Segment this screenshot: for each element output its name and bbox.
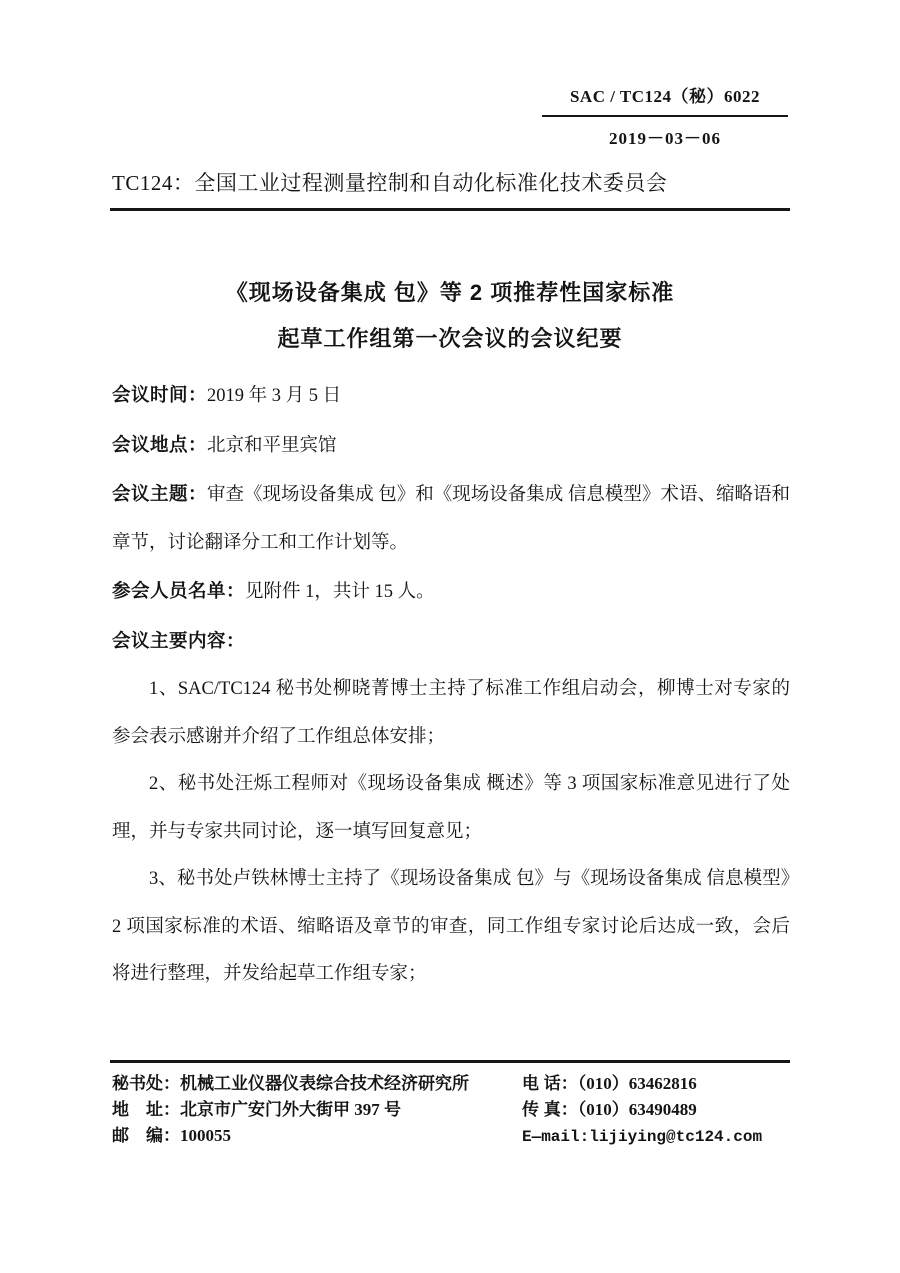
content-paragraph-3: 3、秘书处卢铁林博士主持了《现场设备集成 包》与《现场设备集成 信息模型》2 项国家标准的术语、缩略语及章节的审查，同工作组专家讨论后达成一致，会后将进行整理，并发给起草工作组专家；: [112, 869, 790, 984]
header-divider: [110, 208, 790, 211]
footer-label: 秘书处：: [112, 1074, 180, 1093]
meta-label: 参会人员名单：: [112, 580, 246, 601]
content-paragraph-1: 1、SAC/TC124 秘书处柳晓菁博士主持了标准工作组启动会，柳博士对专家的参会表示感谢并介绍了工作组总体安排；: [112, 679, 790, 747]
document-title: [110, 270, 790, 362]
meta-label: 会议主题：: [112, 483, 208, 504]
footer-value: 北京市广安门外大街甲 397 号: [180, 1100, 401, 1119]
meta-label: 会议时间：: [112, 384, 208, 405]
meta-line-main-content: [112, 617, 790, 667]
footer-fax-row: [522, 1097, 790, 1123]
footer-value: lijiying@tc124.com: [589, 1128, 763, 1146]
document-title-line-1: 《现场设备集成 包》等 2 项推荐性国家标准: [225, 280, 675, 305]
document-body: [112, 371, 790, 999]
committee-name: TC124：全国工业过程测量控制和自动化标准化技术委员会: [112, 171, 668, 195]
meta-value: 审查《现场设备集成 包》和《现场设备集成 信息模型》术语、缩略语和章节，讨论翻译分工和工作计划等。: [112, 485, 790, 553]
meta-value: 北京和平里宾馆: [207, 435, 337, 456]
meta-line-place: [112, 421, 790, 471]
meta-line-attendees: [112, 567, 790, 617]
meta-value: 见附件 1，共计 15 人。: [245, 582, 435, 602]
footer-right-column: [522, 1071, 790, 1150]
content-paragraph-2: 2、秘书处汪烁工程师对《现场设备集成 概述》等 3 项国家标准意见进行了处理，并与专家共同讨论，逐一填写回复意见；: [112, 774, 790, 842]
footer-phone-row: [522, 1071, 790, 1097]
doc-number-divider: [542, 115, 788, 117]
footer-value: 100055: [180, 1126, 231, 1145]
meta-label: 会议主要内容：: [112, 629, 246, 651]
footer-value: （010）63490489: [577, 1100, 697, 1119]
footer-email-row: [522, 1123, 790, 1150]
footer-label: 传 真：: [522, 1100, 578, 1119]
footer-postcode-row: [112, 1123, 522, 1149]
meta-label: 会议地点：: [112, 433, 208, 455]
doc-number-block: [542, 82, 788, 149]
footer-label: 地 址：: [112, 1100, 180, 1119]
footer-value: 机械工业仪器仪表综合技术经济研究所: [180, 1074, 469, 1093]
footer-address-row: [112, 1097, 522, 1123]
footer-divider: [110, 1060, 790, 1063]
document-title-line-2: 起草工作组第一次会议的会议纪要: [277, 326, 623, 351]
doc-number: SAC / TC124（秘）6022: [569, 87, 761, 106]
meta-value: 2019 年 3 月 5 日: [207, 386, 342, 406]
meta-line-topic: [112, 470, 790, 567]
doc-date: 2019－03－06: [609, 129, 721, 148]
footer-label: 邮 编：: [112, 1126, 180, 1145]
document-footer: [112, 1071, 790, 1150]
footer-value: （010）63462816: [577, 1074, 697, 1093]
meta-line-time: [112, 371, 790, 421]
footer-label: 电 话：: [522, 1074, 578, 1093]
footer-secretariat-row: [112, 1071, 522, 1097]
footer-left-column: [112, 1071, 522, 1150]
footer-label: E—mail:: [522, 1128, 590, 1146]
